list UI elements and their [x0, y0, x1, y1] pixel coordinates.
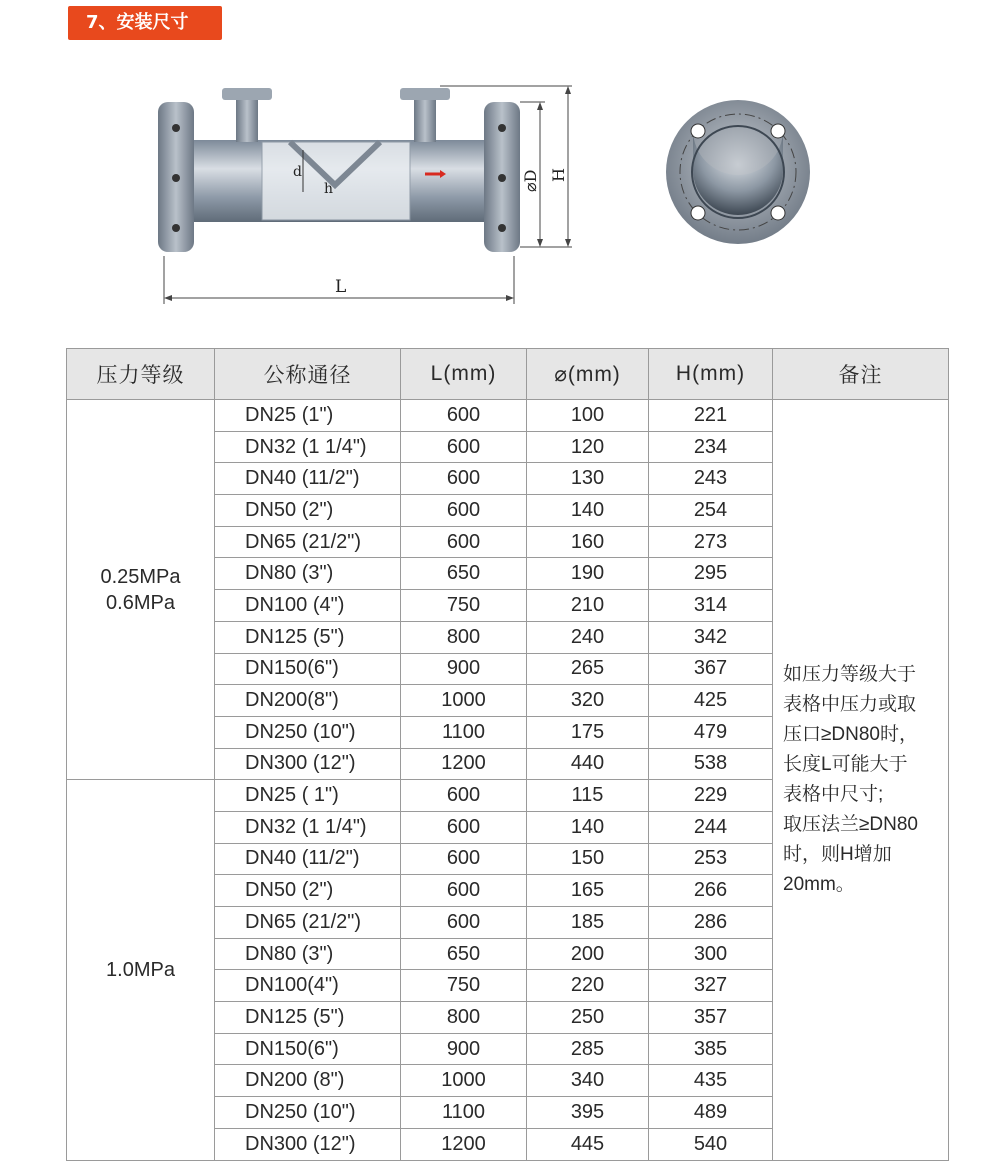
length-cell: 600	[401, 811, 527, 843]
length-cell: 800	[401, 1002, 527, 1034]
diameter-cell: 395	[527, 1097, 649, 1129]
height-cell: 229	[649, 780, 773, 812]
length-cell: 900	[401, 1033, 527, 1065]
pressure-grade-cell	[67, 780, 215, 1160]
right-pressure-tap	[414, 98, 436, 142]
section-title: 7、安装尺寸	[68, 6, 222, 40]
diameter-cell: 150	[527, 843, 649, 875]
dn-cell: DN80 (3")	[215, 938, 401, 970]
diameter-cell: 265	[527, 653, 649, 685]
length-cell: 1000	[401, 685, 527, 717]
height-cell: 254	[649, 495, 773, 527]
diameter-cell: 240	[527, 621, 649, 653]
pressure-grade: 0.6MPa	[106, 591, 175, 614]
diameter-cell: 165	[527, 875, 649, 907]
height-cell: 367	[649, 653, 773, 685]
dn-cell: DN300 (12")	[215, 1128, 401, 1160]
diameter-cell: 130	[527, 463, 649, 495]
remark-line: 时，则H增加	[783, 843, 892, 865]
length-cell: 600	[401, 907, 527, 939]
length-cell: 1100	[401, 1097, 527, 1129]
length-cell: 600	[401, 780, 527, 812]
height-cell: 425	[649, 685, 773, 717]
height-cell: 342	[649, 621, 773, 653]
length-cell: 600	[401, 843, 527, 875]
diameter-cell: 140	[527, 495, 649, 527]
height-cell: 357	[649, 1002, 773, 1034]
diameter-cell: 160	[527, 526, 649, 558]
dn-cell: DN200(8")	[215, 685, 401, 717]
installation-drawing	[0, 60, 1000, 320]
height-cell: 273	[649, 526, 773, 558]
dn-cell: DN125 (5")	[215, 621, 401, 653]
length-cell: 600	[401, 495, 527, 527]
diameter-cell: 445	[527, 1128, 649, 1160]
dn-cell: DN32 (1 1/4")	[215, 811, 401, 843]
dn-cell: DN200 (8")	[215, 1065, 401, 1097]
diameter-cell: 190	[527, 558, 649, 590]
header-cell: H(mm)	[649, 349, 773, 400]
dn-cell: DN32 (1 1/4")	[215, 431, 401, 463]
dn-cell: DN150(6")	[215, 1033, 401, 1065]
pressure-grade-cell	[67, 400, 215, 780]
height-cell: 435	[649, 1065, 773, 1097]
diameter-cell: 340	[527, 1065, 649, 1097]
diameter-cell: 320	[527, 685, 649, 717]
diameter-cell: 100	[527, 400, 649, 432]
length-cell: 900	[401, 653, 527, 685]
header-cell: L(mm)	[401, 349, 527, 400]
remark-line: 表格中尺寸;	[783, 783, 884, 805]
dn-cell: DN50 (2")	[215, 495, 401, 527]
dn-cell: DN100(4")	[215, 970, 401, 1002]
length-cell: 650	[401, 558, 527, 590]
diameter-cell: 140	[527, 811, 649, 843]
height-cell: 385	[649, 1033, 773, 1065]
height-cell: 266	[649, 875, 773, 907]
length-cell: 600	[401, 400, 527, 432]
dn-cell: DN250 (10")	[215, 1097, 401, 1129]
height-cell: 314	[649, 590, 773, 622]
pressure-grade: 1.0MPa	[106, 958, 175, 981]
flange-end-view	[666, 100, 810, 244]
diameter-cell: 250	[527, 1002, 649, 1034]
height-cell: 243	[649, 463, 773, 495]
height-cell: 327	[649, 970, 773, 1002]
label-d: d	[293, 164, 302, 180]
length-cell: 1100	[401, 716, 527, 748]
remarks-cell	[773, 400, 949, 1161]
diameter-cell: 210	[527, 590, 649, 622]
header-cell: 备注	[773, 349, 949, 400]
remark-line: 压口≥DN80时，	[783, 723, 919, 745]
header-cell: 压力等级	[67, 349, 215, 400]
remark-line: 取压法兰≥DN80	[783, 813, 919, 835]
header-cell: ⌀(mm)	[527, 349, 649, 400]
remark-line: 长度L可能大于	[783, 753, 908, 775]
dn-cell: DN300 (12")	[215, 748, 401, 780]
length-cell: 1200	[401, 748, 527, 780]
height-cell: 479	[649, 716, 773, 748]
left-pressure-tap	[236, 98, 258, 142]
header-cell: 公称通径	[215, 349, 401, 400]
height-cell: 538	[649, 748, 773, 780]
diameter-cell: 120	[527, 431, 649, 463]
table-row	[67, 400, 949, 432]
height-cell: 300	[649, 938, 773, 970]
dn-cell: DN150(6")	[215, 653, 401, 685]
diameter-cell: 200	[527, 938, 649, 970]
diameter-cell: 175	[527, 716, 649, 748]
dimension-table	[66, 348, 949, 1161]
height-cell: 286	[649, 907, 773, 939]
remark-line: 如压力等级大于	[783, 663, 917, 685]
dn-cell: DN80 (3")	[215, 558, 401, 590]
height-cell: 253	[649, 843, 773, 875]
dn-cell: DN50 (2")	[215, 875, 401, 907]
length-cell: 1000	[401, 1065, 527, 1097]
dn-cell: DN40 (11/2")	[215, 843, 401, 875]
height-cell: 295	[649, 558, 773, 590]
diameter-cell: 220	[527, 970, 649, 1002]
length-cell: 1200	[401, 1128, 527, 1160]
dn-cell: DN25 ( 1")	[215, 780, 401, 812]
length-cell: 750	[401, 970, 527, 1002]
diameter-cell: 285	[527, 1033, 649, 1065]
length-cell: 800	[401, 621, 527, 653]
label-H: H	[549, 168, 568, 182]
label-h: h	[324, 181, 334, 197]
dn-cell: DN250 (10")	[215, 716, 401, 748]
label-D: ⌀D	[521, 169, 540, 192]
height-cell: 221	[649, 400, 773, 432]
length-cell: 650	[401, 938, 527, 970]
dn-cell: DN125 (5")	[215, 1002, 401, 1034]
dn-cell: DN100 (4")	[215, 590, 401, 622]
height-cell: 540	[649, 1128, 773, 1160]
dn-cell: DN65 (21/2")	[215, 907, 401, 939]
length-cell: 600	[401, 526, 527, 558]
length-cell: 600	[401, 431, 527, 463]
diameter-cell: 115	[527, 780, 649, 812]
length-cell: 750	[401, 590, 527, 622]
dn-cell: DN40 (11/2")	[215, 463, 401, 495]
length-cell: 600	[401, 875, 527, 907]
remark-line: 表格中压力或取	[783, 693, 917, 715]
remark-line: 20mm。	[783, 873, 855, 895]
pressure-grade: 0.25MPa	[100, 565, 181, 588]
dn-cell: DN25 (1")	[215, 400, 401, 432]
height-cell: 244	[649, 811, 773, 843]
dn-cell: DN65 (21/2")	[215, 526, 401, 558]
label-L: L	[335, 277, 347, 297]
diameter-cell: 185	[527, 907, 649, 939]
height-cell: 234	[649, 431, 773, 463]
height-cell: 489	[649, 1097, 773, 1129]
diameter-cell: 440	[527, 748, 649, 780]
length-cell: 600	[401, 463, 527, 495]
